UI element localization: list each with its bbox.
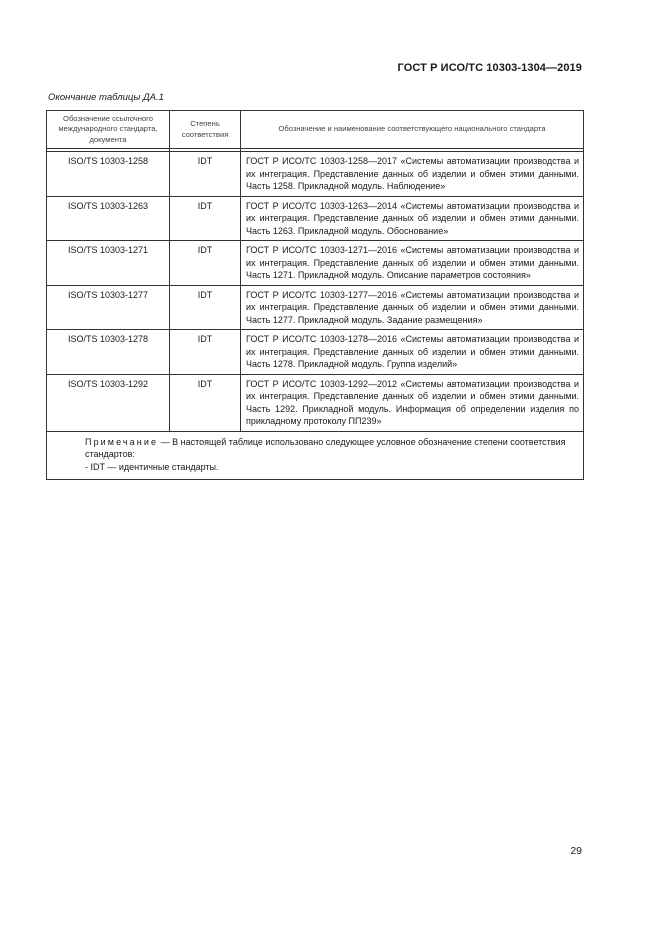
degree-cell: IDT <box>170 241 241 286</box>
table-header-row <box>47 111 584 149</box>
document-code-header: ГОСТ Р ИСО/ТС 10303-1304—2019 <box>397 62 582 74</box>
degree-cell: IDT <box>170 285 241 330</box>
table-row <box>47 196 584 241</box>
note-list-item: - IDT — идентичные стандарты. <box>85 461 219 472</box>
page-number: 29 <box>570 845 582 857</box>
reference-standard-cell: ISO/TS 10303-1278 <box>47 330 170 375</box>
national-standard-cell: ГОСТ Р ИСО/ТС 10303-1278—2016 «Системы автоматизации производства и их интеграция. Представление данных об изделии и обмен этими данными. Часть 1278. Прикладной модуль. Группа изделий» <box>241 330 584 375</box>
note-paragraph <box>53 436 578 461</box>
table-row <box>47 330 584 375</box>
degree-cell: IDT <box>170 330 241 375</box>
table-row <box>47 241 584 286</box>
column-header-degree: Степень соответствия <box>170 111 241 149</box>
reference-standard-cell: ISO/TS 10303-1258 <box>47 152 170 197</box>
reference-standard-cell: ISO/TS 10303-1292 <box>47 374 170 431</box>
reference-standard-cell: ISO/TS 10303-1271 <box>47 241 170 286</box>
table-row <box>47 152 584 197</box>
national-standard-cell: ГОСТ Р ИСО/ТС 10303-1263—2014 «Системы автоматизации производства и их интеграция. Представление данных об изделии и обмен этими данными. Часть 1263. Прикладной модуль. Обоснование» <box>241 196 584 241</box>
table-row <box>47 374 584 431</box>
table-note <box>47 431 584 480</box>
standards-table <box>46 110 584 480</box>
table-row <box>47 285 584 330</box>
degree-cell: IDT <box>170 374 241 431</box>
table-caption: Окончание таблицы ДА.1 <box>48 92 164 103</box>
national-standard-cell: ГОСТ Р ИСО/ТС 10303-1258—2017 «Системы автоматизации производства и их интеграция. Представление данных об изделии и обмен этими данными. Часть 1258. Прикладной модуль. Наблюдение» <box>241 152 584 197</box>
national-standard-cell: ГОСТ Р ИСО/ТС 10303-1277—2016 «Системы автоматизации производства и их интеграция. Представление данных об изделии и обмен этими данными. Часть 1277. Прикладной модуль. Задание размещения» <box>241 285 584 330</box>
column-header-reference: Обозначение ссылочного международного стандарта, документа <box>47 111 170 149</box>
degree-cell: IDT <box>170 196 241 241</box>
degree-cell: IDT <box>170 152 241 197</box>
note-text: — В настоящей таблице использовано следующее условное обозначение степени соответствия стандартов: <box>85 436 566 459</box>
national-standard-cell: ГОСТ Р ИСО/ТС 10303-1292—2012 «Системы автоматизации производства и их интеграция. Представление данных об изделии и обмен этими данными. Часть 1292. Прикладной модуль. Информация об определении изделия по прикладному протоколу ПП239» <box>241 374 584 431</box>
national-standard-cell: ГОСТ Р ИСО/ТС 10303-1271—2016 «Системы автоматизации производства и их интеграция. Представление данных об изделии и обмен этими данными. Часть 1271. Прикладной модуль. Описание параметров состояния» <box>241 241 584 286</box>
column-header-national: Обозначение и наименование соответствующего национального стандарта <box>241 111 584 149</box>
reference-standard-cell: ISO/TS 10303-1277 <box>47 285 170 330</box>
table-note-row <box>47 431 584 480</box>
note-label: Примечание <box>85 436 159 447</box>
reference-standard-cell: ISO/TS 10303-1263 <box>47 196 170 241</box>
